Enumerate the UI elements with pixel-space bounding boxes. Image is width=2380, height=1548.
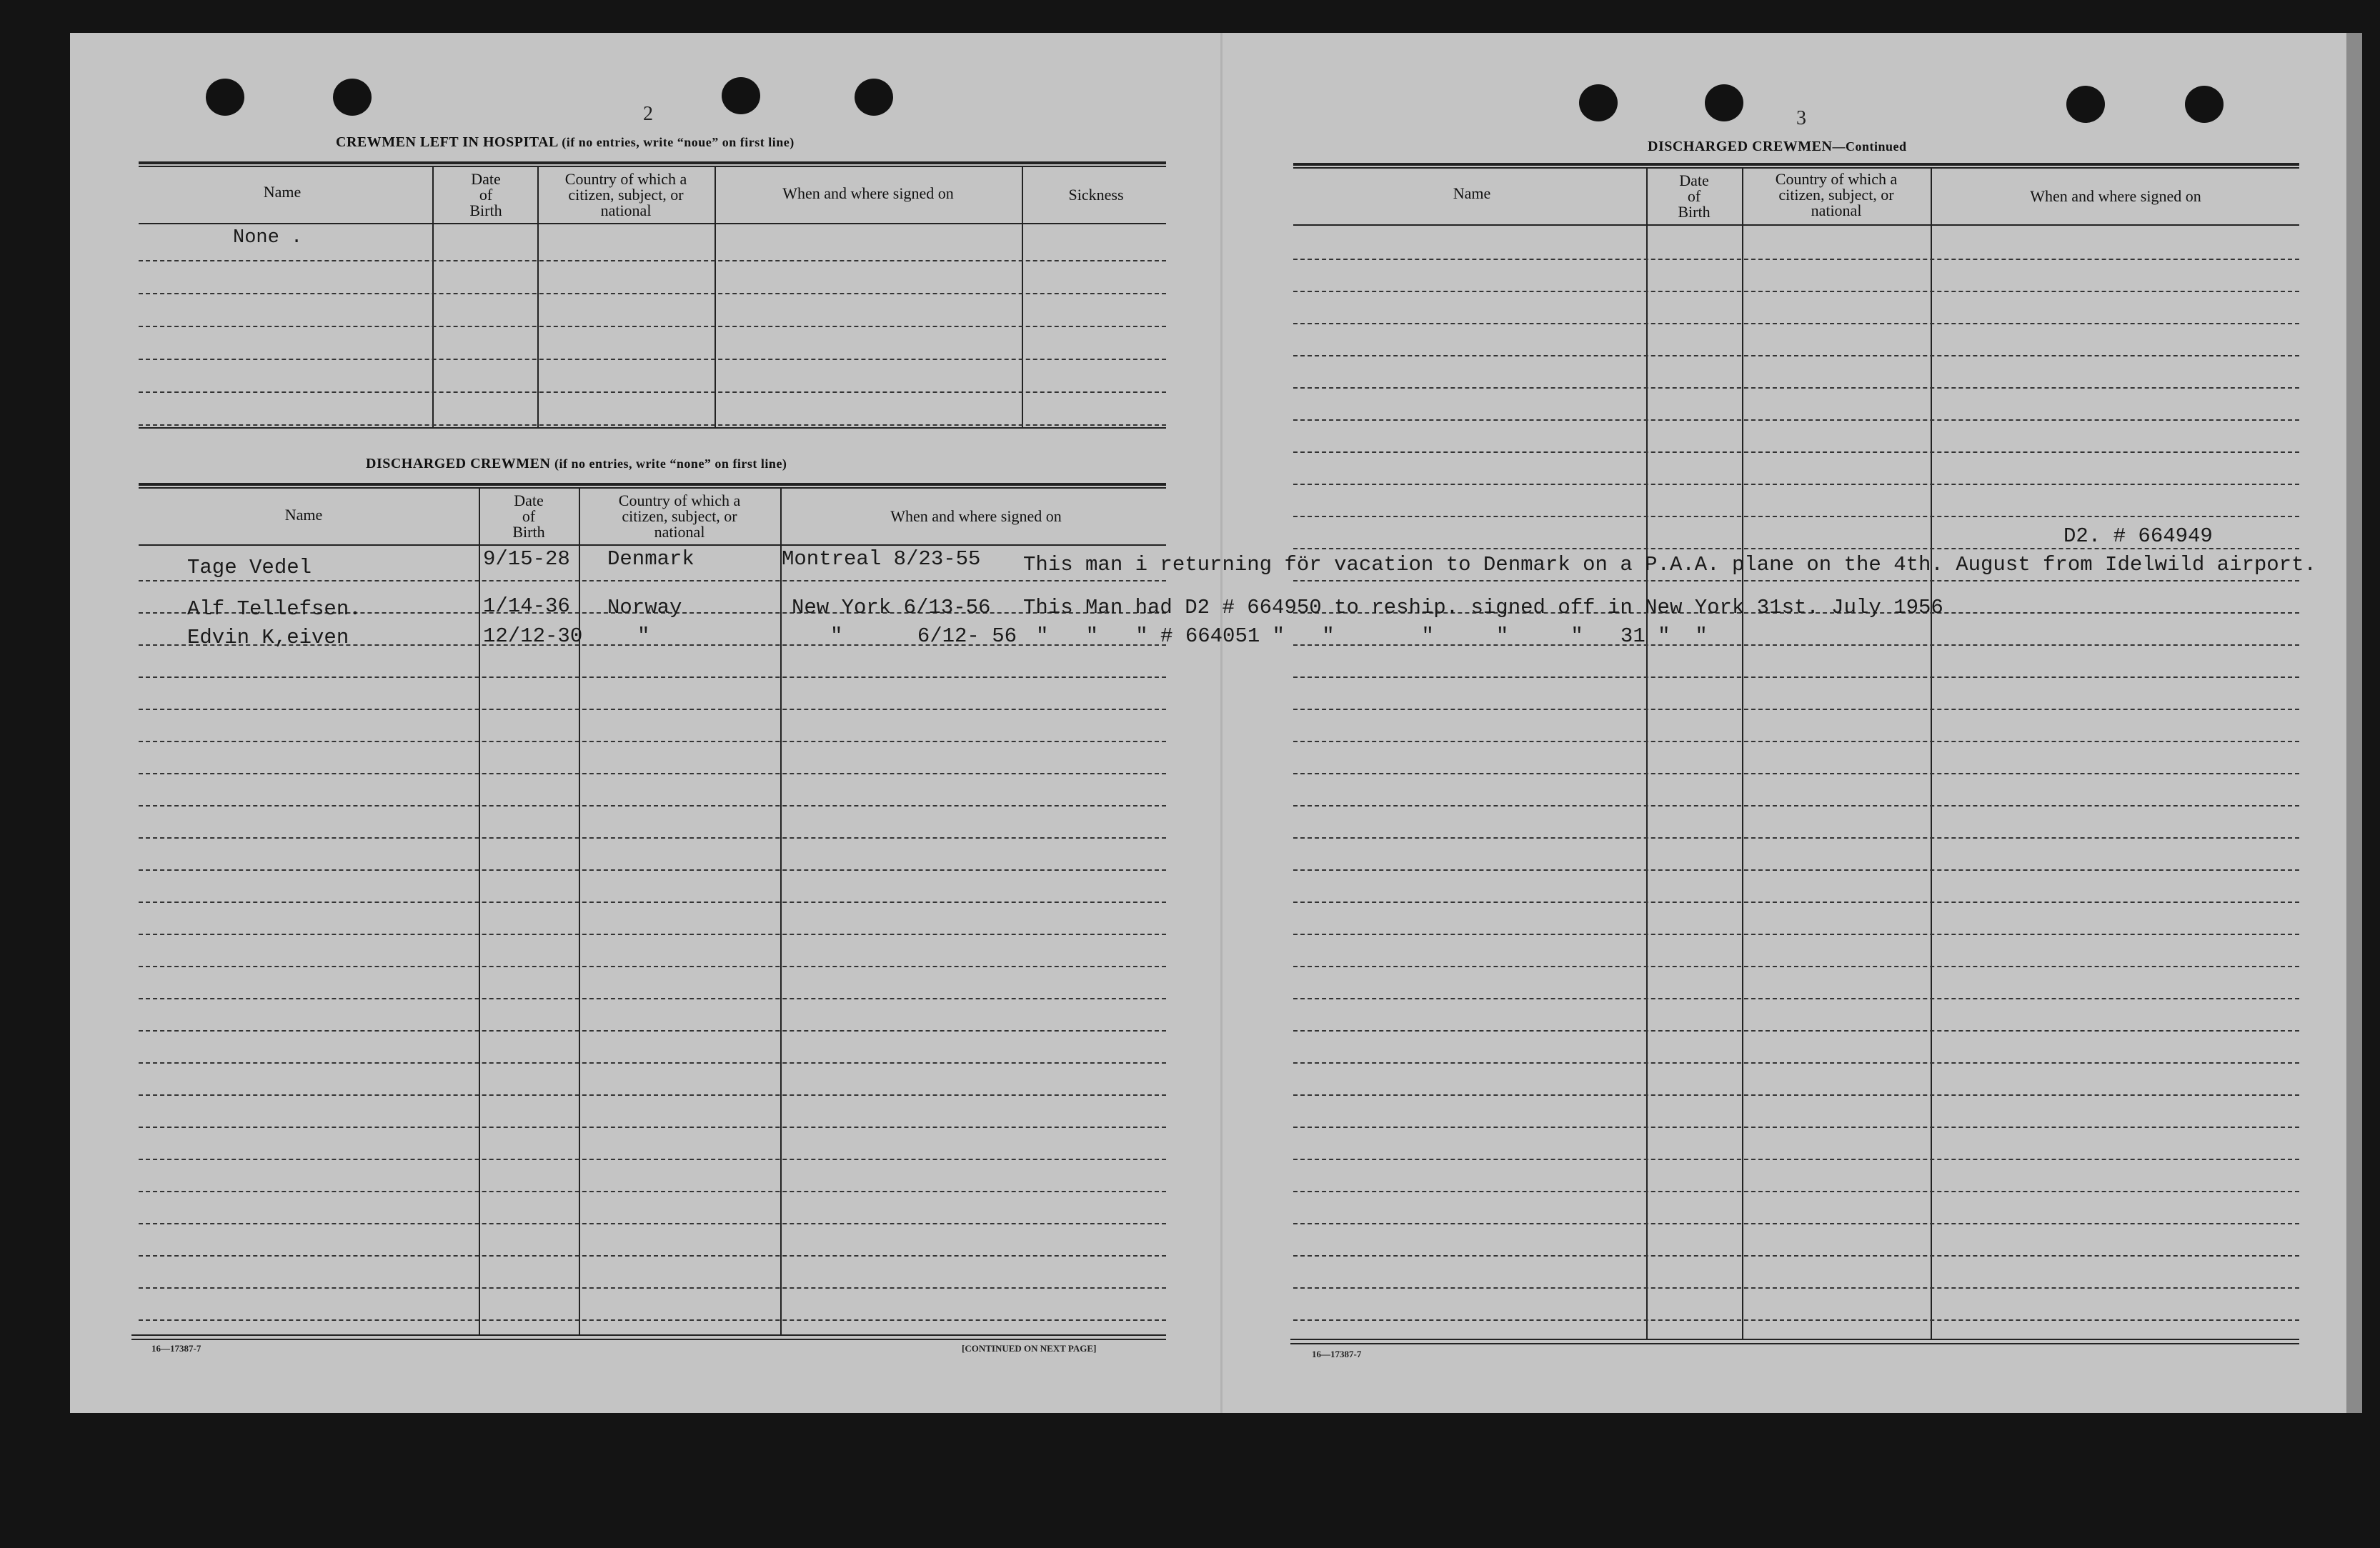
column-header: Country of which a citizen, subject, or national xyxy=(618,491,741,541)
crew-name: Alf Tellefsen. xyxy=(187,597,362,621)
ruled-line xyxy=(139,773,1166,774)
continued-note: [CONTINUED ON NEXT PAGE] xyxy=(962,1343,1097,1354)
ruled-line xyxy=(1293,259,2299,260)
table-rule xyxy=(1293,224,2299,226)
ruled-line xyxy=(1293,580,2299,581)
page-number: 3 xyxy=(1796,107,1806,129)
column-header: Date of Birth xyxy=(512,491,545,541)
table-rule xyxy=(131,1334,1166,1336)
ruled-line xyxy=(1293,966,2299,967)
column-divider xyxy=(479,487,480,1334)
column-header: Date of Birth xyxy=(1678,171,1711,221)
ruled-line xyxy=(139,1255,1166,1257)
column-header: Country of which a citizen, subject, or national xyxy=(1775,170,1898,219)
table-rule xyxy=(139,223,1166,224)
ruled-line xyxy=(139,1094,1166,1096)
hospital-entry: None . xyxy=(233,227,303,249)
ruled-line xyxy=(1293,355,2299,356)
discharged-note-text: (if no entries, write “none” on first line) xyxy=(554,456,787,471)
punch-hole xyxy=(1579,84,1618,121)
table-rule xyxy=(1293,163,2299,166)
ruled-line xyxy=(1293,837,2299,839)
discharged-title-text: DISCHARGED CREWMEN xyxy=(366,456,551,471)
hospital-section-title xyxy=(336,134,795,151)
punch-hole xyxy=(333,79,372,116)
ruled-line xyxy=(139,293,1166,294)
ruled-line xyxy=(139,359,1166,360)
scan-edge xyxy=(2346,33,2362,1413)
continued-suffix: —Continued xyxy=(1832,139,1907,154)
column-header: When and where signed on xyxy=(2030,187,2201,205)
ruled-line xyxy=(139,709,1166,710)
ruled-line xyxy=(139,1287,1166,1289)
remark-line: This man i returning för vacation to Denmark on a P.A.A. plane on the 4th. August from Idelwild airport. xyxy=(1023,553,2316,576)
discharged-section-title xyxy=(366,456,787,472)
crew-dob: 1/14-36 xyxy=(483,594,570,618)
column-header: Name xyxy=(1453,184,1491,202)
ruled-line xyxy=(139,676,1166,678)
punch-hole xyxy=(2185,86,2224,123)
crew-signed-on: " 6/12- 56 xyxy=(830,624,1017,648)
ruled-line xyxy=(1293,1030,2299,1032)
column-divider xyxy=(1931,167,1932,1339)
ruled-line xyxy=(139,1062,1166,1064)
discharged-continued-title-text: DISCHARGED CREWMEN xyxy=(1648,139,1833,154)
ruled-line xyxy=(1293,709,2299,710)
ruled-line xyxy=(139,1191,1166,1192)
column-divider xyxy=(537,166,539,427)
column-divider xyxy=(780,487,782,1334)
column-header: When and where signed on xyxy=(890,507,1062,525)
column-header: Name xyxy=(284,506,323,524)
d2-number: D2. # 664949 xyxy=(2063,524,2213,548)
crew-dob: 9/15-28 xyxy=(483,547,570,571)
column-divider xyxy=(715,166,716,427)
ruled-line xyxy=(1293,1127,2299,1128)
table-rule xyxy=(139,166,1166,167)
crew-country: " xyxy=(637,624,650,648)
ruled-line xyxy=(1293,1255,2299,1257)
table-rule xyxy=(1290,1343,2299,1344)
ruled-line xyxy=(139,580,1166,581)
table-rule xyxy=(131,1339,1166,1340)
ruled-line xyxy=(139,741,1166,742)
ruled-line xyxy=(1293,484,2299,485)
ruled-line xyxy=(139,1223,1166,1224)
ruled-line xyxy=(1293,676,2299,678)
document-sheet xyxy=(70,33,2346,1413)
ruled-line xyxy=(1293,902,2299,903)
ruled-line xyxy=(1293,387,2299,389)
ruled-line xyxy=(1293,1319,2299,1321)
ruled-line xyxy=(1293,998,2299,999)
ruled-line xyxy=(139,998,1166,999)
table-rule xyxy=(1290,1339,2299,1340)
crew-country: Norway xyxy=(607,596,682,619)
page-fold xyxy=(1220,33,1223,1413)
column-divider xyxy=(1022,166,1023,427)
crew-name: Tage Vedel xyxy=(187,556,312,579)
ruled-line xyxy=(1293,1223,2299,1224)
ruled-line xyxy=(139,1159,1166,1160)
ruled-line xyxy=(1293,451,2299,453)
punch-hole xyxy=(855,79,893,116)
punch-hole xyxy=(206,79,244,116)
column-header: Date of Birth xyxy=(469,170,502,219)
column-header: Name xyxy=(263,183,302,201)
page-number: 2 xyxy=(643,103,653,125)
punch-hole xyxy=(722,77,760,114)
hospital-note-text: (if no entries, write “noue” on first line) xyxy=(562,135,795,149)
ruled-line xyxy=(1293,1094,2299,1096)
ruled-line xyxy=(1293,1062,2299,1064)
column-header: When and where signed on xyxy=(782,184,954,202)
ruled-line xyxy=(1293,291,2299,292)
column-divider xyxy=(1742,167,1743,1339)
form-number: 16—17387-7 xyxy=(151,1343,201,1354)
ruled-line xyxy=(139,902,1166,903)
ruled-line xyxy=(139,326,1166,327)
crew-country: Denmark xyxy=(607,547,694,571)
table-rule xyxy=(139,487,1166,489)
punch-hole xyxy=(2066,86,2105,123)
ruled-line xyxy=(139,966,1166,967)
table-rule xyxy=(139,544,1166,546)
column-header: Country of which a citizen, subject, or national xyxy=(564,170,687,219)
punch-hole xyxy=(1705,84,1743,121)
ruled-line xyxy=(139,837,1166,839)
ruled-line xyxy=(1293,934,2299,935)
ruled-line xyxy=(139,1030,1166,1032)
ruled-line xyxy=(1293,419,2299,421)
ruled-line xyxy=(1293,1159,2299,1160)
ruled-line xyxy=(1293,323,2299,324)
ruled-line xyxy=(139,869,1166,871)
column-divider xyxy=(1646,167,1648,1339)
table-rule xyxy=(1293,167,2299,169)
crew-name: Edvin K,eiven xyxy=(187,626,349,649)
ruled-line xyxy=(1293,1287,2299,1289)
ruled-line xyxy=(139,1319,1166,1321)
form-number: 16—17387-7 xyxy=(1312,1349,1362,1359)
crew-signed-on: New York 6/13-56 xyxy=(792,596,991,619)
ruled-line xyxy=(139,805,1166,807)
remark-line: This Man had D2 # 664950 to reship. signed off in New York 31st. July 1956 xyxy=(1023,596,1943,619)
ruled-line xyxy=(1293,805,2299,807)
column-divider xyxy=(432,166,434,427)
ruled-line xyxy=(139,934,1166,935)
ruled-line xyxy=(139,424,1166,426)
ruled-line xyxy=(1293,869,2299,871)
discharged-continued-title xyxy=(1648,139,1907,155)
crew-signed-on: Montreal 8/23-55 xyxy=(782,547,981,571)
ruled-line xyxy=(1293,548,2299,549)
table-rule xyxy=(139,483,1166,486)
ruled-line xyxy=(1293,516,2299,517)
table-rule xyxy=(139,161,1166,164)
column-divider xyxy=(579,487,580,1334)
remark-line: " " " # 664051 " " " " " 31 " " xyxy=(1036,624,1708,648)
ruled-line xyxy=(139,391,1166,393)
table-rule xyxy=(139,427,1166,429)
ruled-line xyxy=(1293,741,2299,742)
column-header: Sickness xyxy=(1068,186,1124,204)
ruled-line xyxy=(1293,773,2299,774)
ruled-line xyxy=(1293,1191,2299,1192)
hospital-title-text: CREWMEN LEFT IN HOSPITAL xyxy=(336,134,558,150)
crew-dob: 12/12-30 xyxy=(483,624,583,648)
ruled-line xyxy=(139,1127,1166,1128)
ruled-line xyxy=(139,260,1166,261)
